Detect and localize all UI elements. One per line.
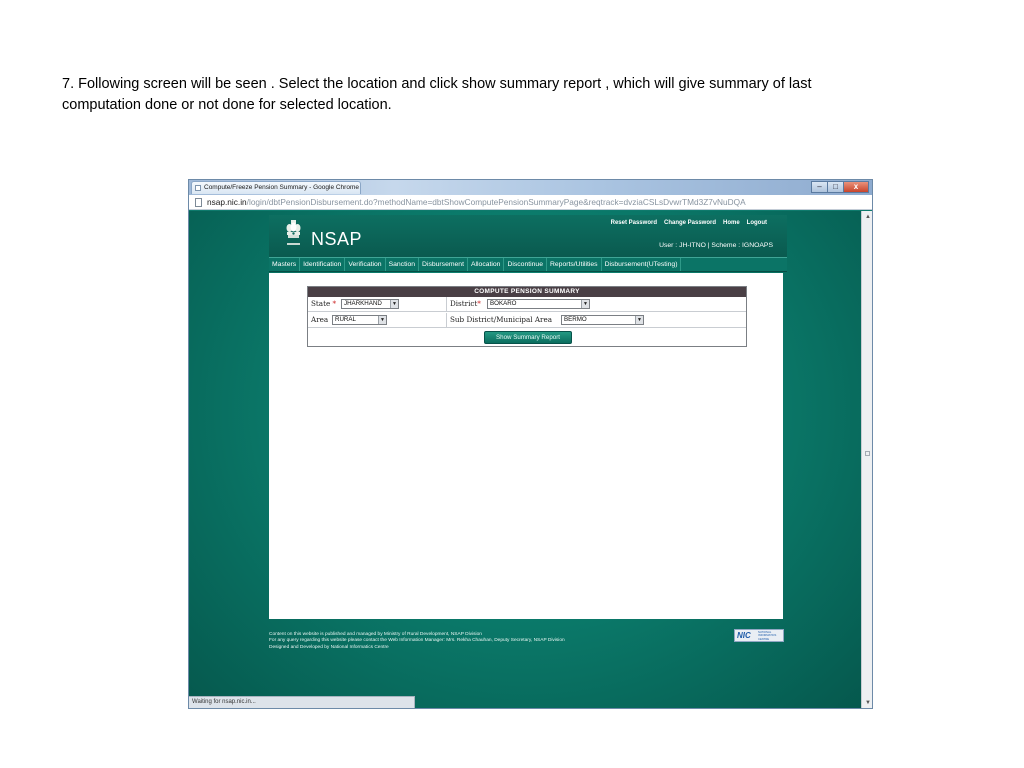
- change-password-link[interactable]: Change Password: [663, 220, 716, 226]
- state-label-text: State: [311, 299, 331, 308]
- nav-verification[interactable]: Verification: [345, 258, 385, 271]
- area-select[interactable]: [332, 315, 387, 325]
- browser-status-bar: Waiting for nsap.nic.in...: [189, 696, 415, 708]
- show-summary-report-button[interactable]: Show Summary Report: [484, 331, 572, 344]
- required-mark: *: [477, 299, 481, 308]
- minimize-icon[interactable]: –: [811, 181, 828, 193]
- page-icon: [195, 198, 202, 207]
- main-nav: [269, 257, 787, 272]
- nav-masters[interactable]: Masters: [269, 258, 300, 271]
- subdistrict-select[interactable]: [561, 315, 644, 325]
- home-link[interactable]: Home: [723, 220, 740, 226]
- state-select[interactable]: [341, 299, 399, 309]
- chevron-down-icon: ▼: [390, 300, 398, 308]
- footer-line-1: Content on this website is published and managed by Ministry of Rural Development, NSAP Division: [269, 632, 482, 637]
- chevron-down-icon: ▼: [378, 316, 386, 324]
- form-actions: [308, 329, 746, 347]
- close-icon[interactable]: x: [843, 181, 869, 193]
- district-label: [450, 299, 481, 308]
- nav-disbursement[interactable]: Disbursement: [419, 258, 468, 271]
- url-path: /login/dbtPensionDisbursement.do?methodName=dbtShowComputePensionSummaryPage&reqtrack=dvziaCSLsDvwrTMd3Z7vNuDQA: [246, 197, 746, 207]
- panel-title: COMPUTE PENSION SUMMARY: [308, 287, 746, 297]
- nic-logo: [734, 629, 784, 642]
- footer-line-2: For any query regarding this website please contact the Web Information Manager: Mrs. Rekha Chauhan, Deputy Secretary, NSAP Division: [269, 638, 565, 644]
- chevron-down-icon: ▼: [635, 316, 643, 324]
- nav-reports-utilities[interactable]: Reports/Utilities: [547, 258, 602, 271]
- browser-tab[interactable]: [191, 181, 361, 194]
- caption-line-1: 7. Following screen will be seen . Select the location and click show summary report , which will give summary of last: [62, 76, 812, 92]
- state-label: [311, 299, 336, 308]
- nav-sanction[interactable]: Sanction: [386, 258, 419, 271]
- column-divider: [446, 297, 447, 312]
- state-select-value: JHARKHAND: [344, 300, 382, 307]
- form-row-state-district: [308, 297, 746, 312]
- scroll-grip-icon[interactable]: [865, 451, 870, 456]
- form-row-area-subdistrict: [308, 313, 746, 328]
- url-text[interactable]: [207, 197, 746, 208]
- vertical-scrollbar[interactable]: [861, 211, 873, 709]
- site-footer: [269, 632, 629, 651]
- compute-summary-panel: [307, 286, 747, 347]
- page-favicon-icon: [195, 185, 201, 191]
- nav-discontinue[interactable]: Discontinue: [504, 258, 547, 271]
- reset-password-link[interactable]: Reset Password: [610, 220, 657, 226]
- scroll-up-icon[interactable]: ▲: [865, 214, 871, 220]
- district-select-value: BOKARO: [490, 300, 517, 307]
- chevron-down-icon: ▼: [581, 300, 589, 308]
- logout-link[interactable]: Logout: [746, 220, 767, 226]
- national-emblem-icon: [285, 219, 302, 251]
- subdistrict-select-value: BERMO: [564, 316, 587, 323]
- scroll-down-icon[interactable]: ▼: [865, 700, 871, 706]
- nav-allocation[interactable]: Allocation: [468, 258, 504, 271]
- district-label-text: District: [450, 299, 478, 308]
- address-bar[interactable]: [189, 195, 872, 210]
- window-titlebar[interactable]: [189, 180, 872, 195]
- nav-identification[interactable]: Identification: [300, 258, 345, 271]
- user-scheme-info: User : JH-ITNO | Scheme : IGNOAPS: [659, 242, 773, 249]
- window-controls: [812, 181, 869, 193]
- main-content: [269, 273, 783, 619]
- browser-window: [188, 179, 873, 709]
- maximize-icon[interactable]: □: [827, 181, 844, 193]
- area-label: Area: [311, 315, 329, 324]
- nic-logo-mark: NIC: [737, 631, 751, 640]
- nic-logo-subtext: NATIONAL INFORMATICS CENTRE: [758, 631, 777, 641]
- subdistrict-label: Sub District/Municipal Area: [450, 315, 553, 324]
- caption-line-2: computation done or not done for selected location.: [62, 97, 392, 113]
- header-links: [611, 220, 767, 226]
- tab-title: Compute/Freeze Pension Summary - Google Chrome: [204, 184, 359, 191]
- footer-line-3: Designed and Developed by National Informatics Centre: [269, 644, 389, 650]
- nav-disbursement-utesting[interactable]: Disbursement(UTesting): [602, 258, 682, 271]
- district-select[interactable]: [487, 299, 590, 309]
- page-viewport: [189, 211, 861, 709]
- url-host: nsap.nic.in: [207, 197, 247, 207]
- area-select-value: RURAL: [335, 316, 356, 323]
- required-mark: *: [332, 299, 337, 308]
- slide-caption: [62, 74, 922, 116]
- site-header: [269, 215, 787, 257]
- column-divider: [446, 313, 447, 328]
- site-logo-text: NSAP: [311, 229, 363, 249]
